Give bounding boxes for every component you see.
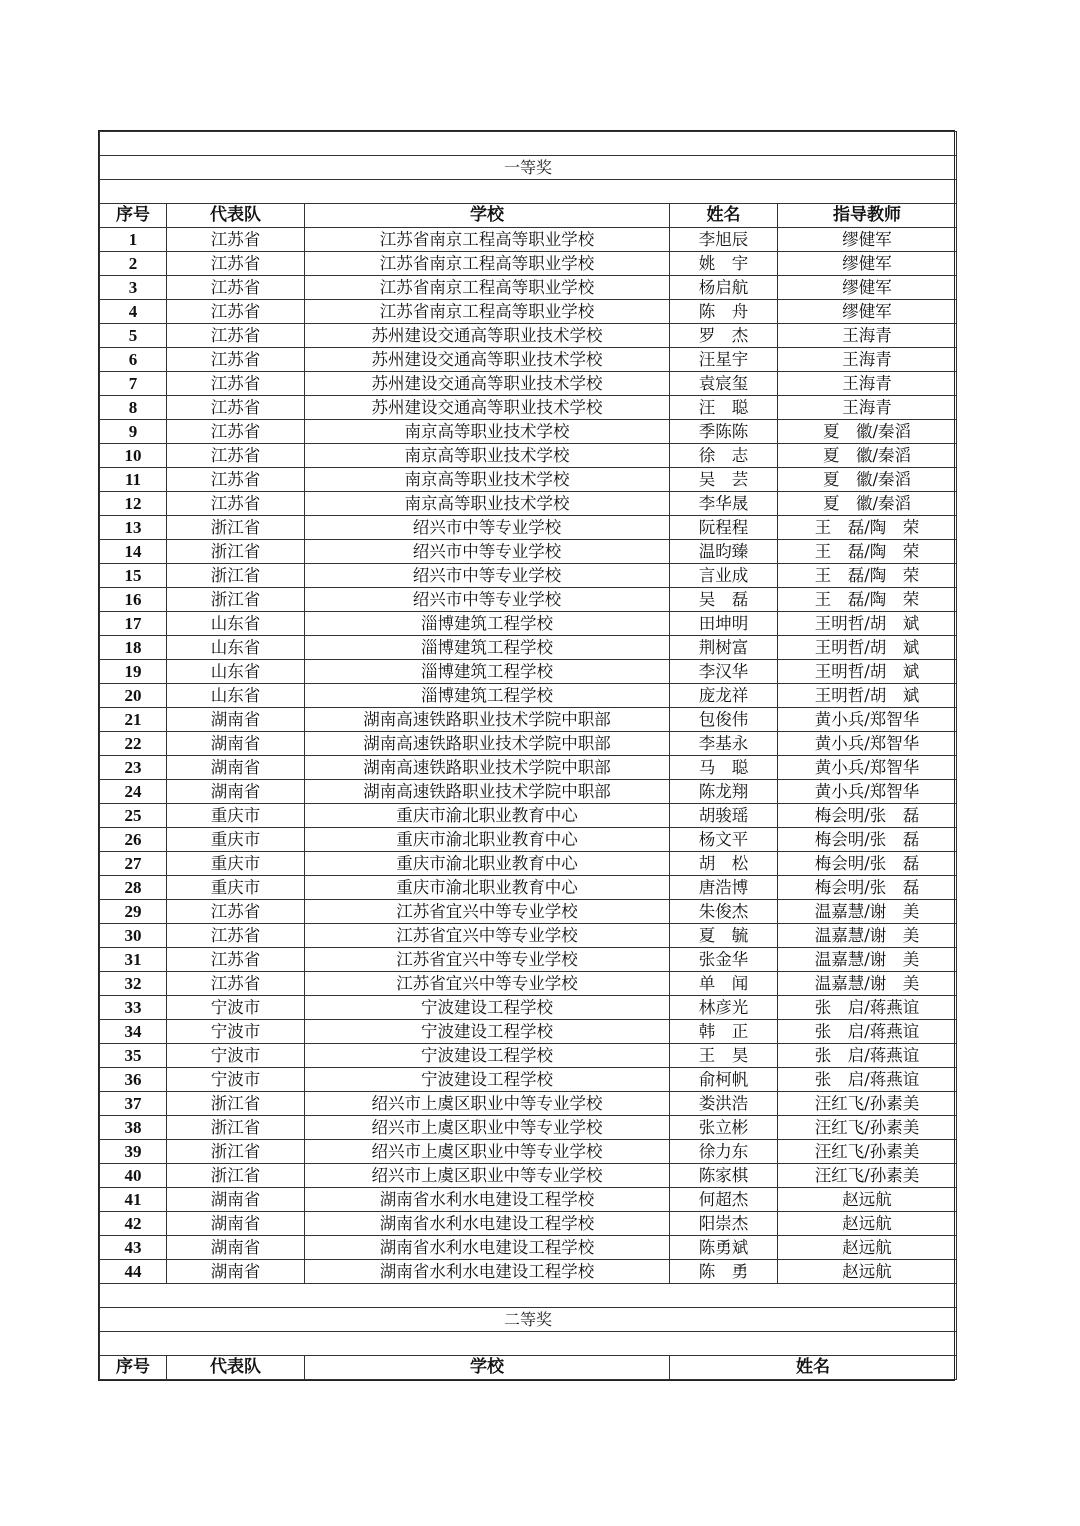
cell-student-name: 阳崇杰 <box>670 1211 778 1235</box>
cell-student-name: 庞龙祥 <box>670 683 778 707</box>
table-row <box>100 395 957 419</box>
header-name: 姓名 <box>670 1355 957 1379</box>
cell-team: 江苏省 <box>167 275 305 299</box>
table-row <box>100 299 957 323</box>
cell-team: 宁波市 <box>167 1019 305 1043</box>
cell-teacher: 王海青 <box>778 395 957 419</box>
cell-index: 9 <box>100 419 167 443</box>
cell-index: 17 <box>100 611 167 635</box>
cell-student-name: 杨启航 <box>670 275 778 299</box>
table-row <box>100 851 957 875</box>
cell-teacher: 张 启/蒋燕谊 <box>778 995 957 1019</box>
cell-student-name: 吴 磊 <box>670 587 778 611</box>
header-school: 学校 <box>305 1355 670 1379</box>
cell-school: 重庆市渝北职业教育中心 <box>305 827 670 851</box>
cell-index: 32 <box>100 971 167 995</box>
cell-school: 淄博建筑工程学校 <box>305 635 670 659</box>
cell-team: 湖南省 <box>167 707 305 731</box>
cell-team: 宁波市 <box>167 1067 305 1091</box>
cell-index: 5 <box>100 323 167 347</box>
table-row <box>100 1115 957 1139</box>
cell-index: 29 <box>100 899 167 923</box>
cell-student-name: 何超杰 <box>670 1187 778 1211</box>
cell-student-name: 吴 芸 <box>670 467 778 491</box>
cell-team: 浙江省 <box>167 515 305 539</box>
first-prize-header-row <box>100 203 957 227</box>
cell-index: 30 <box>100 923 167 947</box>
cell-school: 重庆市渝北职业教育中心 <box>305 803 670 827</box>
cell-index: 42 <box>100 1211 167 1235</box>
cell-teacher: 夏 徽/秦滔 <box>778 491 957 515</box>
cell-student-name: 荆树富 <box>670 635 778 659</box>
cell-index: 35 <box>100 1043 167 1067</box>
cell-student-name: 林彦光 <box>670 995 778 1019</box>
cell-school: 江苏省宜兴中等专业学校 <box>305 899 670 923</box>
cell-teacher: 梅会明/张 磊 <box>778 875 957 899</box>
cell-team: 江苏省 <box>167 299 305 323</box>
cell-index: 12 <box>100 491 167 515</box>
table-row <box>100 227 957 251</box>
cell-student-name: 徐力东 <box>670 1139 778 1163</box>
cell-teacher: 温嘉慧/谢 美 <box>778 899 957 923</box>
cell-team: 江苏省 <box>167 899 305 923</box>
cell-team: 重庆市 <box>167 827 305 851</box>
cell-school: 绍兴市中等专业学校 <box>305 587 670 611</box>
cell-school: 江苏省宜兴中等专业学校 <box>305 923 670 947</box>
cell-school: 绍兴市上虞区职业中等专业学校 <box>305 1163 670 1187</box>
second-prize-title: 二等奖 <box>100 1307 957 1331</box>
cell-team: 江苏省 <box>167 395 305 419</box>
table-row <box>100 635 957 659</box>
table-row <box>100 803 957 827</box>
cell-student-name: 马 聪 <box>670 755 778 779</box>
cell-teacher: 温嘉慧/谢 美 <box>778 923 957 947</box>
cell-team: 宁波市 <box>167 1043 305 1067</box>
table-row <box>100 611 957 635</box>
table-row <box>100 779 957 803</box>
cell-teacher: 王明哲/胡 斌 <box>778 659 957 683</box>
cell-team: 江苏省 <box>167 371 305 395</box>
cell-team: 湖南省 <box>167 779 305 803</box>
table-row <box>100 251 957 275</box>
cell-teacher: 缪健军 <box>778 275 957 299</box>
cell-index: 38 <box>100 1115 167 1139</box>
cell-index: 6 <box>100 347 167 371</box>
table-row <box>100 443 957 467</box>
blank-row <box>100 179 957 203</box>
cell-index: 44 <box>100 1259 167 1283</box>
cell-school: 南京高等职业技术学校 <box>305 419 670 443</box>
cell-school: 湖南高速铁路职业技术学院中职部 <box>305 755 670 779</box>
cell-index: 37 <box>100 1091 167 1115</box>
cell-student-name: 杨文平 <box>670 827 778 851</box>
cell-school: 江苏省南京工程高等职业学校 <box>305 299 670 323</box>
cell-index: 36 <box>100 1067 167 1091</box>
cell-school: 江苏省宜兴中等专业学校 <box>305 947 670 971</box>
cell-school: 南京高等职业技术学校 <box>305 467 670 491</box>
table-row <box>100 587 957 611</box>
cell-team: 湖南省 <box>167 1211 305 1235</box>
cell-student-name: 李基永 <box>670 731 778 755</box>
table-row <box>100 971 957 995</box>
cell-student-name: 张金华 <box>670 947 778 971</box>
cell-teacher: 王 磊/陶 荣 <box>778 515 957 539</box>
cell-school: 湖南省水利水电建设工程学校 <box>305 1235 670 1259</box>
cell-teacher: 梅会明/张 磊 <box>778 851 957 875</box>
table-row <box>100 731 957 755</box>
cell-team: 山东省 <box>167 683 305 707</box>
cell-index: 22 <box>100 731 167 755</box>
table-row <box>100 899 957 923</box>
cell-team: 江苏省 <box>167 947 305 971</box>
award-table-sheet <box>98 130 955 1381</box>
cell-index: 7 <box>100 371 167 395</box>
cell-school: 绍兴市中等专业学校 <box>305 515 670 539</box>
second-prize-header-row <box>100 1355 957 1379</box>
cell-team: 宁波市 <box>167 995 305 1019</box>
cell-student-name: 李旭辰 <box>670 227 778 251</box>
header-teacher: 指导教师 <box>778 203 957 227</box>
cell-student-name: 陈 勇 <box>670 1259 778 1283</box>
cell-teacher: 王 磊/陶 荣 <box>778 539 957 563</box>
cell-index: 19 <box>100 659 167 683</box>
table-row <box>100 827 957 851</box>
cell-student-name: 娄洪浩 <box>670 1091 778 1115</box>
cell-team: 江苏省 <box>167 419 305 443</box>
cell-student-name: 阮程程 <box>670 515 778 539</box>
cell-school: 宁波建设工程学校 <box>305 995 670 1019</box>
table-row <box>100 1163 957 1187</box>
cell-school: 湖南省水利水电建设工程学校 <box>305 1211 670 1235</box>
cell-team: 重庆市 <box>167 803 305 827</box>
header-index: 序号 <box>100 203 167 227</box>
cell-school: 重庆市渝北职业教育中心 <box>305 875 670 899</box>
cell-teacher: 赵远航 <box>778 1211 957 1235</box>
cell-index: 34 <box>100 1019 167 1043</box>
cell-school: 绍兴市中等专业学校 <box>305 563 670 587</box>
header-team: 代表队 <box>167 1355 305 1379</box>
table-row <box>100 563 957 587</box>
cell-teacher: 王 磊/陶 荣 <box>778 587 957 611</box>
table-row <box>100 755 957 779</box>
table-row <box>100 347 957 371</box>
cell-index: 40 <box>100 1163 167 1187</box>
cell-index: 41 <box>100 1187 167 1211</box>
cell-team: 江苏省 <box>167 347 305 371</box>
cell-teacher: 黄小兵/郑智华 <box>778 731 957 755</box>
cell-student-name: 张立彬 <box>670 1115 778 1139</box>
table-row <box>100 707 957 731</box>
cell-teacher: 夏 徽/秦滔 <box>778 443 957 467</box>
cell-teacher: 张 启/蒋燕谊 <box>778 1067 957 1091</box>
cell-teacher: 缪健军 <box>778 299 957 323</box>
table-row <box>100 923 957 947</box>
table-row <box>100 491 957 515</box>
cell-student-name: 袁宸玺 <box>670 371 778 395</box>
cell-school: 湖南高速铁路职业技术学院中职部 <box>305 779 670 803</box>
blank-row <box>100 1283 957 1307</box>
cell-index: 27 <box>100 851 167 875</box>
cell-index: 33 <box>100 995 167 1019</box>
header-name: 姓名 <box>670 203 778 227</box>
table-row <box>100 1187 957 1211</box>
table-row <box>100 1259 957 1283</box>
cell-index: 8 <box>100 395 167 419</box>
cell-teacher: 夏 徽/秦滔 <box>778 467 957 491</box>
cell-team: 江苏省 <box>167 971 305 995</box>
table-row <box>100 539 957 563</box>
cell-school: 宁波建设工程学校 <box>305 1019 670 1043</box>
header-index: 序号 <box>100 1355 167 1379</box>
cell-team: 江苏省 <box>167 491 305 515</box>
cell-student-name: 包俊伟 <box>670 707 778 731</box>
cell-school: 宁波建设工程学校 <box>305 1043 670 1067</box>
cell-teacher: 张 启/蒋燕谊 <box>778 1019 957 1043</box>
cell-student-name: 陈 舟 <box>670 299 778 323</box>
cell-teacher: 黄小兵/郑智华 <box>778 755 957 779</box>
cell-student-name: 胡骏瑶 <box>670 803 778 827</box>
cell-team: 浙江省 <box>167 1115 305 1139</box>
cell-team: 浙江省 <box>167 1091 305 1115</box>
cell-school: 南京高等职业技术学校 <box>305 491 670 515</box>
cell-teacher: 汪红飞/孙素美 <box>778 1115 957 1139</box>
cell-index: 31 <box>100 947 167 971</box>
table-row <box>100 1235 957 1259</box>
table-row <box>100 683 957 707</box>
cell-index: 39 <box>100 1139 167 1163</box>
cell-index: 21 <box>100 707 167 731</box>
cell-teacher: 梅会明/张 磊 <box>778 803 957 827</box>
cell-student-name: 李汉华 <box>670 659 778 683</box>
cell-teacher: 王海青 <box>778 323 957 347</box>
table-row <box>100 947 957 971</box>
cell-team: 浙江省 <box>167 563 305 587</box>
cell-school: 绍兴市上虞区职业中等专业学校 <box>305 1091 670 1115</box>
cell-school: 绍兴市上虞区职业中等专业学校 <box>305 1115 670 1139</box>
cell-teacher: 夏 徽/秦滔 <box>778 419 957 443</box>
cell-student-name: 夏 毓 <box>670 923 778 947</box>
cell-student-name: 王 昊 <box>670 1043 778 1067</box>
cell-team: 江苏省 <box>167 323 305 347</box>
cell-student-name: 俞柯帆 <box>670 1067 778 1091</box>
cell-student-name: 温昀臻 <box>670 539 778 563</box>
second-prize-banner <box>100 1307 957 1331</box>
cell-school: 宁波建设工程学校 <box>305 1067 670 1091</box>
table-row <box>100 371 957 395</box>
cell-teacher: 缪健军 <box>778 227 957 251</box>
cell-index: 10 <box>100 443 167 467</box>
cell-teacher: 王明哲/胡 斌 <box>778 611 957 635</box>
table-row <box>100 323 957 347</box>
table-row <box>100 515 957 539</box>
cell-team: 山东省 <box>167 659 305 683</box>
cell-index: 14 <box>100 539 167 563</box>
cell-teacher: 王海青 <box>778 347 957 371</box>
cell-index: 16 <box>100 587 167 611</box>
cell-team: 湖南省 <box>167 755 305 779</box>
table-row <box>100 1139 957 1163</box>
table-row <box>100 419 957 443</box>
cell-index: 18 <box>100 635 167 659</box>
cell-index: 20 <box>100 683 167 707</box>
cell-school: 苏州建设交通高等职业技术学校 <box>305 347 670 371</box>
cell-school: 湖南高速铁路职业技术学院中职部 <box>305 731 670 755</box>
table-row <box>100 1091 957 1115</box>
header-team: 代表队 <box>167 203 305 227</box>
cell-teacher: 张 启/蒋燕谊 <box>778 1043 957 1067</box>
cell-index: 11 <box>100 467 167 491</box>
cell-teacher: 王海青 <box>778 371 957 395</box>
cell-student-name: 陈龙翔 <box>670 779 778 803</box>
cell-teacher: 赵远航 <box>778 1235 957 1259</box>
cell-index: 25 <box>100 803 167 827</box>
cell-school: 淄博建筑工程学校 <box>305 659 670 683</box>
cell-school: 绍兴市上虞区职业中等专业学校 <box>305 1139 670 1163</box>
blank-row <box>100 132 957 156</box>
table-row <box>100 875 957 899</box>
table-row <box>100 659 957 683</box>
cell-teacher: 缪健军 <box>778 251 957 275</box>
first-prize-banner <box>100 155 957 179</box>
cell-index: 28 <box>100 875 167 899</box>
cell-student-name: 姚 宇 <box>670 251 778 275</box>
cell-teacher: 汪红飞/孙素美 <box>778 1091 957 1115</box>
cell-student-name: 汪 聪 <box>670 395 778 419</box>
cell-team: 湖南省 <box>167 1259 305 1283</box>
cell-index: 2 <box>100 251 167 275</box>
cell-student-name: 陈勇斌 <box>670 1235 778 1259</box>
cell-student-name: 言业成 <box>670 563 778 587</box>
cell-team: 重庆市 <box>167 875 305 899</box>
cell-school: 苏州建设交通高等职业技术学校 <box>305 395 670 419</box>
cell-teacher: 黄小兵/郑智华 <box>778 707 957 731</box>
cell-student-name: 单 闻 <box>670 971 778 995</box>
cell-teacher: 王明哲/胡 斌 <box>778 635 957 659</box>
cell-school: 江苏省宜兴中等专业学校 <box>305 971 670 995</box>
cell-school: 江苏省南京工程高等职业学校 <box>305 251 670 275</box>
cell-team: 浙江省 <box>167 1139 305 1163</box>
cell-student-name: 罗 杰 <box>670 323 778 347</box>
cell-teacher: 汪红飞/孙素美 <box>778 1163 957 1187</box>
cell-teacher: 黄小兵/郑智华 <box>778 779 957 803</box>
cell-teacher: 王 磊/陶 荣 <box>778 563 957 587</box>
cell-teacher: 汪红飞/孙素美 <box>778 1139 957 1163</box>
header-school: 学校 <box>305 203 670 227</box>
first-prize-title: 一等奖 <box>100 155 957 179</box>
cell-teacher: 赵远航 <box>778 1259 957 1283</box>
cell-team: 湖南省 <box>167 1187 305 1211</box>
table-row <box>100 467 957 491</box>
cell-student-name: 徐 志 <box>670 443 778 467</box>
cell-student-name: 陈家棋 <box>670 1163 778 1187</box>
cell-student-name: 韩 正 <box>670 1019 778 1043</box>
cell-school: 湖南省水利水电建设工程学校 <box>305 1259 670 1283</box>
cell-student-name: 朱俊杰 <box>670 899 778 923</box>
cell-index: 24 <box>100 779 167 803</box>
cell-student-name: 季陈陈 <box>670 419 778 443</box>
cell-index: 13 <box>100 515 167 539</box>
cell-school: 江苏省南京工程高等职业学校 <box>305 275 670 299</box>
cell-team: 重庆市 <box>167 851 305 875</box>
cell-student-name: 胡 松 <box>670 851 778 875</box>
cell-school: 绍兴市中等专业学校 <box>305 539 670 563</box>
cell-team: 湖南省 <box>167 731 305 755</box>
cell-school: 江苏省南京工程高等职业学校 <box>305 227 670 251</box>
cell-teacher: 王明哲/胡 斌 <box>778 683 957 707</box>
cell-index: 43 <box>100 1235 167 1259</box>
award-table <box>99 131 957 1380</box>
table-row <box>100 995 957 1019</box>
cell-team: 江苏省 <box>167 467 305 491</box>
cell-index: 26 <box>100 827 167 851</box>
cell-school: 南京高等职业技术学校 <box>305 443 670 467</box>
cell-teacher: 温嘉慧/谢 美 <box>778 971 957 995</box>
cell-school: 湖南高速铁路职业技术学院中职部 <box>305 707 670 731</box>
cell-teacher: 温嘉慧/谢 美 <box>778 947 957 971</box>
cell-school: 苏州建设交通高等职业技术学校 <box>305 371 670 395</box>
cell-school: 淄博建筑工程学校 <box>305 683 670 707</box>
cell-student-name: 田坤明 <box>670 611 778 635</box>
table-row <box>100 1019 957 1043</box>
cell-team: 江苏省 <box>167 251 305 275</box>
blank-row <box>100 1331 957 1355</box>
cell-student-name: 唐浩博 <box>670 875 778 899</box>
cell-team: 江苏省 <box>167 443 305 467</box>
cell-index: 23 <box>100 755 167 779</box>
cell-index: 4 <box>100 299 167 323</box>
cell-team: 山东省 <box>167 635 305 659</box>
table-row <box>100 275 957 299</box>
cell-team: 江苏省 <box>167 227 305 251</box>
cell-school: 苏州建设交通高等职业技术学校 <box>305 323 670 347</box>
cell-index: 3 <box>100 275 167 299</box>
cell-student-name: 汪星宇 <box>670 347 778 371</box>
cell-teacher: 赵远航 <box>778 1187 957 1211</box>
cell-index: 1 <box>100 227 167 251</box>
cell-team: 浙江省 <box>167 1163 305 1187</box>
cell-school: 淄博建筑工程学校 <box>305 611 670 635</box>
table-row <box>100 1043 957 1067</box>
cell-student-name: 李华晟 <box>670 491 778 515</box>
table-row <box>100 1067 957 1091</box>
cell-school: 重庆市渝北职业教育中心 <box>305 851 670 875</box>
cell-team: 山东省 <box>167 611 305 635</box>
cell-index: 15 <box>100 563 167 587</box>
cell-team: 浙江省 <box>167 587 305 611</box>
table-row <box>100 1211 957 1235</box>
cell-school: 湖南省水利水电建设工程学校 <box>305 1187 670 1211</box>
cell-team: 江苏省 <box>167 923 305 947</box>
cell-team: 湖南省 <box>167 1235 305 1259</box>
cell-team: 浙江省 <box>167 539 305 563</box>
cell-teacher: 梅会明/张 磊 <box>778 827 957 851</box>
